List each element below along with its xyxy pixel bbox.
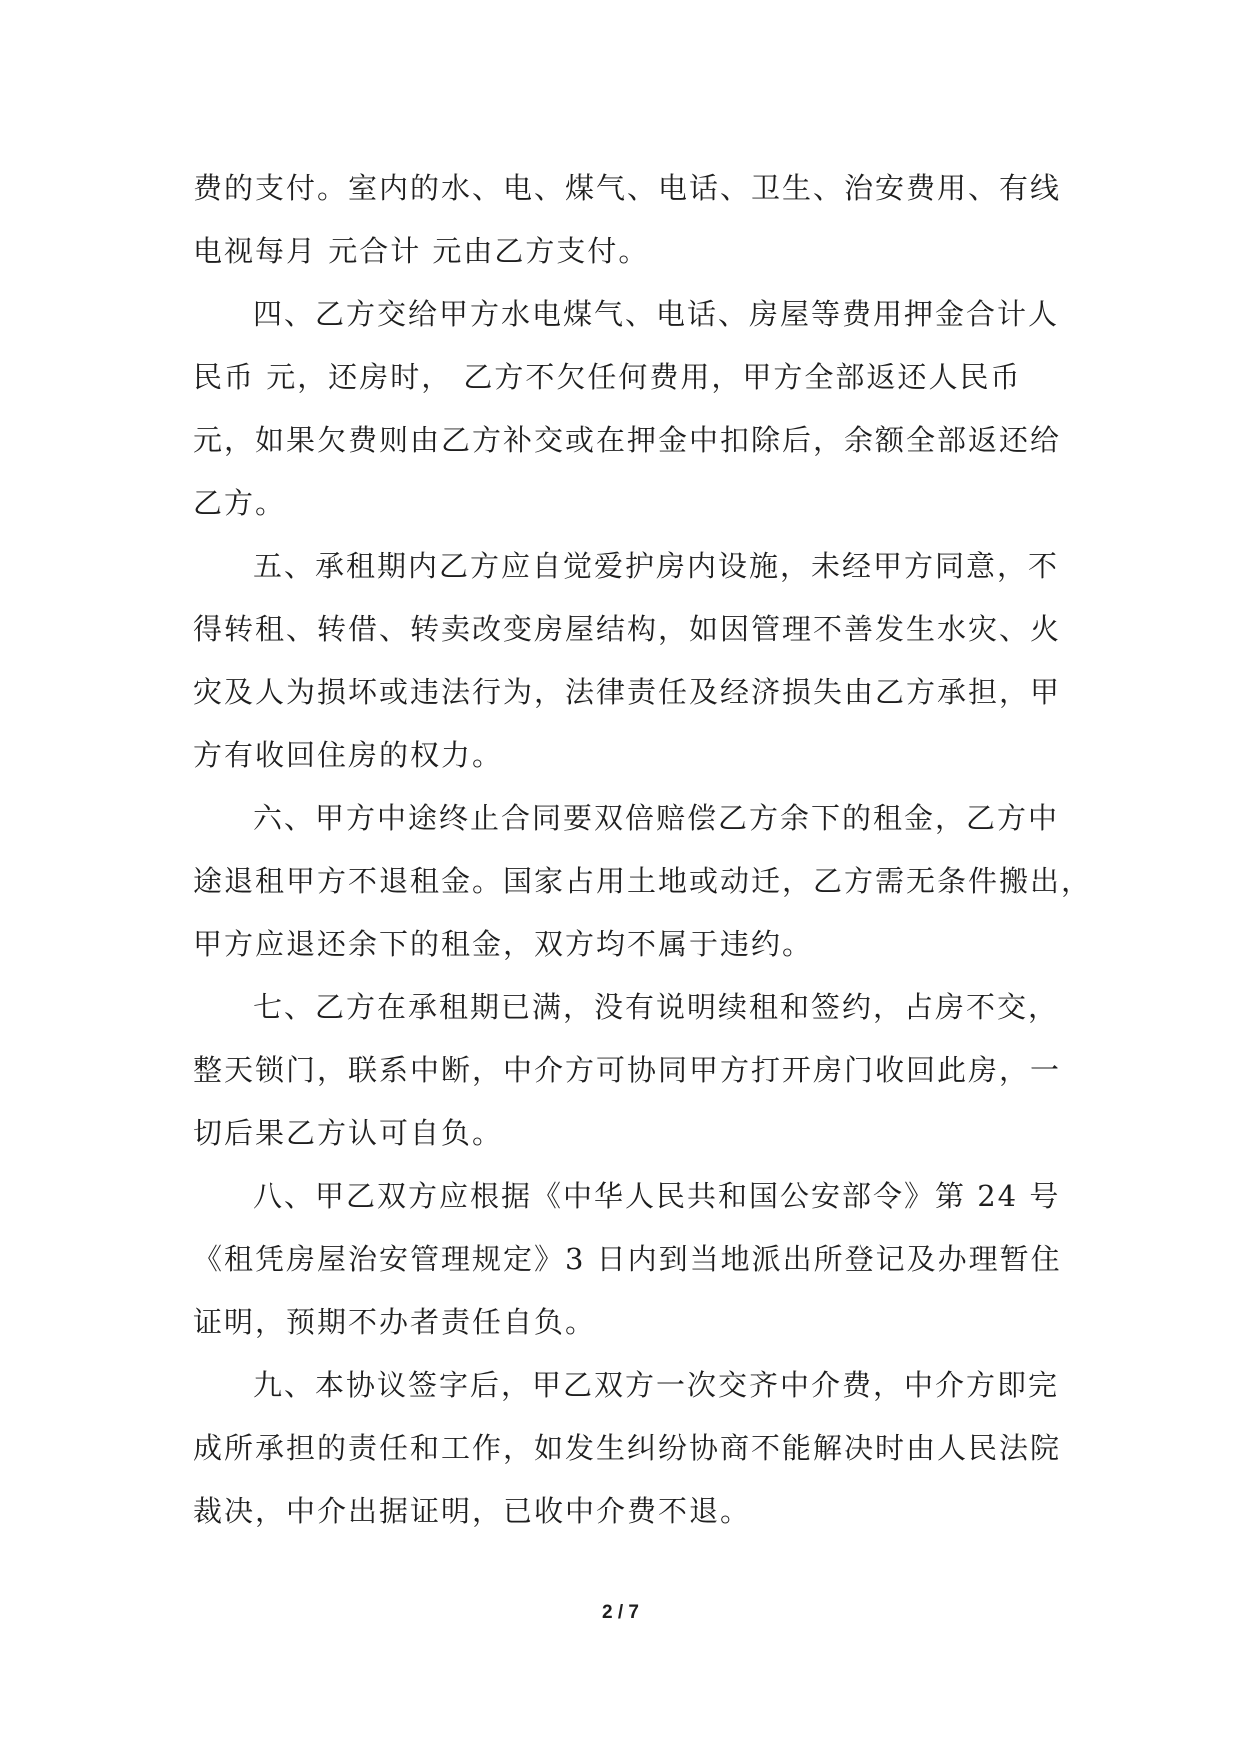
clause-7-start: 七、乙方在承租期已满，没有说明续租和签约，占房不交， — [253, 990, 1060, 1024]
text-line: 切后果乙方认可自负。 — [193, 1116, 504, 1150]
clause-5-start: 五、承租期内乙方应自觉爱护房内设施，未经甲方同意，不 — [253, 549, 1060, 583]
text-line: 灾及人为损坏或违法行为，法律责任及经济损失由乙方承担，甲 — [193, 675, 1062, 709]
text-line: 整天锁门，联系中断，中介方可协同甲方打开房门收回此房，一 — [193, 1053, 1062, 1087]
text-line: 成所承担的责任和工作，如发生纠纷协商不能解决时由人民法院 — [193, 1431, 1062, 1465]
text-line: 乙方。 — [193, 486, 287, 520]
document-body — [193, 157, 1093, 1543]
clause-6-start: 六、甲方中途终止合同要双倍赔偿乙方余下的租金，乙方中 — [253, 801, 1060, 835]
text-line: 途退租甲方不退租金。国家占用土地或动迁，乙方需无条件搬出， — [193, 864, 1093, 898]
text-line: 裁决，中介出据证明，已收中介费不退。 — [193, 1494, 752, 1528]
text-line: 《租凭房屋治安管理规定》3 日内到当地派出所登记及办理暂住 — [193, 1242, 1062, 1276]
clause-8-start: 八、甲乙双方应根据《中华人民共和国公安部令》第 24 号 — [253, 1179, 1061, 1213]
text-line: 电视每月 元合计 元由乙方支付。 — [193, 234, 650, 268]
text-line: 得转租、转借、转卖改变房屋结构，如因管理不善发生水灾、火 — [193, 612, 1062, 646]
text-line: 元，如果欠费则由乙方补交或在押金中扣除后，余额全部返还给 — [193, 423, 1062, 457]
text-line: 民币 元，还房时， 乙方不欠任何费用，甲方全部返还人民币 — [193, 360, 1022, 394]
text-line: 证明，预期不办者责任自负。 — [193, 1305, 597, 1339]
text-line: 甲方应退还余下的租金，双方均不属于违约。 — [193, 927, 814, 961]
clause-9-start: 九、本协议签字后，甲乙双方一次交齐中介费，中介方即完 — [253, 1368, 1060, 1402]
clause-4-start: 四、乙方交给甲方水电煤气、电话、房屋等费用押金合计人 — [253, 297, 1060, 331]
page-number: 2 / 7 — [602, 1602, 639, 1623]
text-line: 方有收回住房的权力。 — [193, 738, 504, 772]
text-line: 费的支付。室内的水、电、煤气、电话、卫生、治安费用、有线 — [193, 171, 1062, 205]
